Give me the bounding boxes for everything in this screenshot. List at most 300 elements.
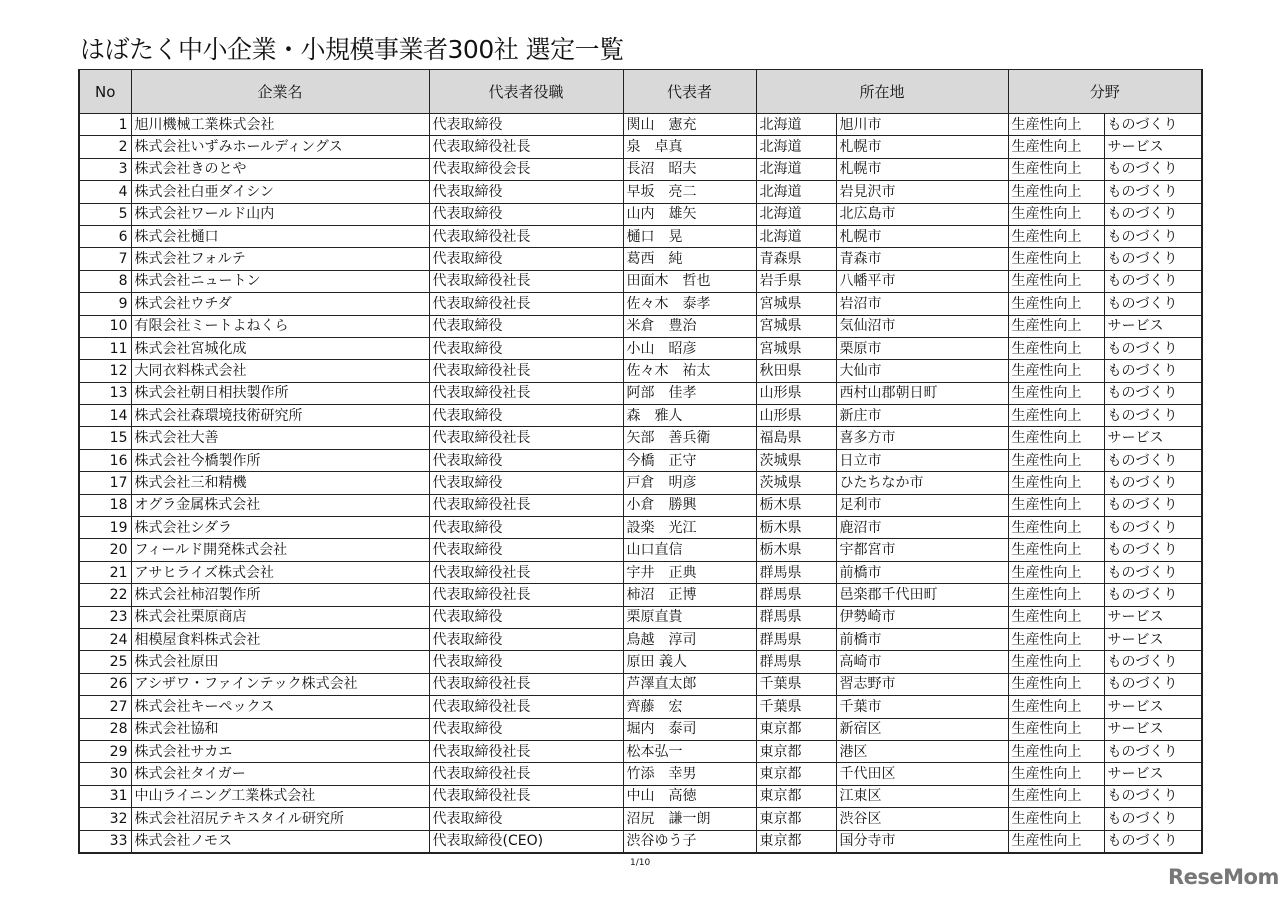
cell-field: 生産性向上 <box>1008 405 1104 427</box>
cell-prefecture: 宮城県 <box>756 315 836 337</box>
cell-prefecture: 栃木県 <box>756 517 836 539</box>
cell-prefecture: 北海道 <box>756 203 836 225</box>
cell-no: 32 <box>79 808 131 830</box>
cell-prefecture: 栃木県 <box>756 494 836 516</box>
cell-no: 1 <box>79 114 131 136</box>
cell-city: 札幌市 <box>836 225 1008 247</box>
cell-company: 株式会社宮城化成 <box>131 337 429 359</box>
cell-representative: 柿沼 正博 <box>623 584 756 606</box>
cell-position: 代表取締役 <box>429 808 623 830</box>
cell-position: 代表取締役社長 <box>429 494 623 516</box>
cell-position: 代表取締役社長 <box>429 270 623 292</box>
table-row <box>79 673 1202 695</box>
cell-category: ものづくり <box>1104 382 1202 404</box>
cell-position: 代表取締役 <box>429 539 623 561</box>
cell-field: 生産性向上 <box>1008 561 1104 583</box>
cell-field: 生産性向上 <box>1008 114 1104 136</box>
cell-company: 株式会社ニュートン <box>131 270 429 292</box>
cell-position: 代表取締役 <box>429 517 623 539</box>
cell-category: ものづくり <box>1104 472 1202 494</box>
table-row <box>79 696 1202 718</box>
cell-field: 生産性向上 <box>1008 584 1104 606</box>
cell-city: 栗原市 <box>836 337 1008 359</box>
cell-field: 生産性向上 <box>1008 270 1104 292</box>
cell-representative: 関山 憲充 <box>623 114 756 136</box>
cell-representative: 栗原直貴 <box>623 606 756 628</box>
cell-no: 27 <box>79 696 131 718</box>
cell-representative: 渋谷ゆう子 <box>623 830 756 853</box>
cell-representative: 佐々木 祐太 <box>623 360 756 382</box>
cell-no: 23 <box>79 606 131 628</box>
cell-position: 代表取締役 <box>429 606 623 628</box>
cell-representative: 樋口 晃 <box>623 225 756 247</box>
cell-city: 旭川市 <box>836 114 1008 136</box>
cell-position: 代表取締役社長 <box>429 561 623 583</box>
cell-category: ものづくり <box>1104 494 1202 516</box>
header-location: 所在地 <box>756 70 1008 114</box>
cell-company: 株式会社樋口 <box>131 225 429 247</box>
cell-no: 20 <box>79 539 131 561</box>
cell-field: 生産性向上 <box>1008 382 1104 404</box>
table-row <box>79 449 1202 471</box>
cell-company: 株式会社キーペックス <box>131 696 429 718</box>
cell-position: 代表取締役 <box>429 114 623 136</box>
cell-company: 株式会社ノモス <box>131 830 429 853</box>
cell-position: 代表取締役会長 <box>429 158 623 180</box>
cell-city: 習志野市 <box>836 673 1008 695</box>
cell-representative: 小倉 勝興 <box>623 494 756 516</box>
cell-company: 株式会社タイガー <box>131 763 429 785</box>
cell-representative: 田面木 哲也 <box>623 270 756 292</box>
cell-city: 宇都宮市 <box>836 539 1008 561</box>
cell-field: 生産性向上 <box>1008 673 1104 695</box>
table-row <box>79 472 1202 494</box>
cell-category: サービス <box>1104 696 1202 718</box>
cell-prefecture: 群馬県 <box>756 628 836 650</box>
cell-company: 株式会社大善 <box>131 427 429 449</box>
cell-company: 株式会社協和 <box>131 718 429 740</box>
cell-position: 代表取締役 <box>429 181 623 203</box>
cell-city: 日立市 <box>836 449 1008 471</box>
cell-prefecture: 秋田県 <box>756 360 836 382</box>
page-title: はばたく中小企業・小規模事業者300社 選定一覧 <box>80 35 624 64</box>
cell-company: 大同衣料株式会社 <box>131 360 429 382</box>
cell-field: 生産性向上 <box>1008 517 1104 539</box>
cell-category: サービス <box>1104 136 1202 158</box>
company-table <box>78 69 1203 854</box>
cell-company: 中山ライニング工業株式会社 <box>131 785 429 807</box>
cell-position: 代表取締役社長 <box>429 136 623 158</box>
cell-position: 代表取締役社長 <box>429 225 623 247</box>
cell-no: 2 <box>79 136 131 158</box>
cell-no: 15 <box>79 427 131 449</box>
cell-city: 千葉市 <box>836 696 1008 718</box>
cell-prefecture: 東京都 <box>756 785 836 807</box>
table-row <box>79 517 1202 539</box>
cell-company: 株式会社白亜ダイシン <box>131 181 429 203</box>
cell-representative: 原田 義人 <box>623 651 756 673</box>
cell-field: 生産性向上 <box>1008 293 1104 315</box>
cell-prefecture: 宮城県 <box>756 293 836 315</box>
cell-prefecture: 宮城県 <box>756 337 836 359</box>
cell-prefecture: 東京都 <box>756 740 836 762</box>
cell-field: 生産性向上 <box>1008 628 1104 650</box>
cell-category: ものづくり <box>1104 673 1202 695</box>
table-row <box>79 561 1202 583</box>
cell-position: 代表取締役 <box>429 628 623 650</box>
cell-representative: 泉 卓真 <box>623 136 756 158</box>
cell-category: ものづくり <box>1104 114 1202 136</box>
cell-no: 19 <box>79 517 131 539</box>
header-field: 分野 <box>1008 70 1202 114</box>
cell-city: 伊勢崎市 <box>836 606 1008 628</box>
table-row <box>79 360 1202 382</box>
cell-company: オグラ金属株式会社 <box>131 494 429 516</box>
cell-no: 5 <box>79 203 131 225</box>
cell-category: ものづくり <box>1104 337 1202 359</box>
cell-representative: 齊藤 宏 <box>623 696 756 718</box>
table-row <box>79 181 1202 203</box>
cell-representative: 鳥越 淳司 <box>623 628 756 650</box>
cell-category: ものづくり <box>1104 517 1202 539</box>
cell-position: 代表取締役社長 <box>429 696 623 718</box>
cell-no: 12 <box>79 360 131 382</box>
cell-field: 生産性向上 <box>1008 449 1104 471</box>
cell-city: 江東区 <box>836 785 1008 807</box>
cell-field: 生産性向上 <box>1008 225 1104 247</box>
table-row <box>79 405 1202 427</box>
table-row <box>79 248 1202 270</box>
cell-position: 代表取締役 <box>429 449 623 471</box>
cell-prefecture: 東京都 <box>756 763 836 785</box>
cell-field: 生産性向上 <box>1008 248 1104 270</box>
cell-representative: 今橋 正守 <box>623 449 756 471</box>
cell-city: 大仙市 <box>836 360 1008 382</box>
cell-representative: 葛西 純 <box>623 248 756 270</box>
cell-company: 株式会社森環境技術研究所 <box>131 405 429 427</box>
cell-city: 前橋市 <box>836 628 1008 650</box>
cell-representative: 小山 昭彦 <box>623 337 756 359</box>
cell-position: 代表取締役社長 <box>429 785 623 807</box>
cell-city: 高崎市 <box>836 651 1008 673</box>
cell-city: 千代田区 <box>836 763 1008 785</box>
page-number: 1/10 <box>630 858 651 868</box>
cell-field: 生産性向上 <box>1008 651 1104 673</box>
header-representative: 代表者 <box>623 70 756 114</box>
cell-category: ものづくり <box>1104 584 1202 606</box>
table-row <box>79 114 1202 136</box>
cell-category: ものづくり <box>1104 830 1202 853</box>
cell-no: 22 <box>79 584 131 606</box>
table-row <box>79 718 1202 740</box>
cell-position: 代表取締役社長 <box>429 360 623 382</box>
cell-position: 代表取締役 <box>429 315 623 337</box>
cell-position: 代表取締役 <box>429 651 623 673</box>
cell-city: 国分寺市 <box>836 830 1008 853</box>
cell-field: 生産性向上 <box>1008 740 1104 762</box>
cell-category: ものづくり <box>1104 270 1202 292</box>
cell-no: 18 <box>79 494 131 516</box>
cell-position: 代表取締役社長 <box>429 293 623 315</box>
cell-representative: 設楽 光江 <box>623 517 756 539</box>
cell-field: 生産性向上 <box>1008 696 1104 718</box>
cell-representative: 長沼 昭夫 <box>623 158 756 180</box>
cell-company: 株式会社三和精機 <box>131 472 429 494</box>
cell-city: 足利市 <box>836 494 1008 516</box>
cell-prefecture: 東京都 <box>756 830 836 853</box>
cell-category: サービス <box>1104 427 1202 449</box>
cell-city: 西村山郡朝日町 <box>836 382 1008 404</box>
cell-no: 33 <box>79 830 131 853</box>
cell-no: 8 <box>79 270 131 292</box>
table-row <box>79 270 1202 292</box>
cell-position: 代表取締役社長 <box>429 382 623 404</box>
cell-no: 16 <box>79 449 131 471</box>
cell-category: サービス <box>1104 606 1202 628</box>
cell-prefecture: 北海道 <box>756 114 836 136</box>
cell-prefecture: 岩手県 <box>756 270 836 292</box>
cell-representative: 佐々木 泰孝 <box>623 293 756 315</box>
cell-representative: 沼尻 謙一朗 <box>623 808 756 830</box>
cell-representative: 阿部 佳孝 <box>623 382 756 404</box>
cell-category: ものづくり <box>1104 158 1202 180</box>
cell-position: 代表取締役社長 <box>429 673 623 695</box>
cell-category: ものづくり <box>1104 740 1202 762</box>
cell-field: 生産性向上 <box>1008 606 1104 628</box>
table-row <box>79 606 1202 628</box>
cell-company: 株式会社きのとや <box>131 158 429 180</box>
cell-prefecture: 茨城県 <box>756 449 836 471</box>
cell-category: サービス <box>1104 628 1202 650</box>
cell-position: 代表取締役 <box>429 203 623 225</box>
cell-company: 株式会社原田 <box>131 651 429 673</box>
cell-representative: 矢部 善兵衛 <box>623 427 756 449</box>
cell-no: 29 <box>79 740 131 762</box>
cell-company: アサヒライズ株式会社 <box>131 561 429 583</box>
header-no: No <box>79 70 131 114</box>
table-row <box>79 382 1202 404</box>
cell-representative: 宇井 正典 <box>623 561 756 583</box>
cell-category: ものづくり <box>1104 561 1202 583</box>
cell-company: 株式会社朝日相扶製作所 <box>131 382 429 404</box>
cell-prefecture: 東京都 <box>756 808 836 830</box>
cell-city: 鹿沼市 <box>836 517 1008 539</box>
cell-no: 4 <box>79 181 131 203</box>
cell-field: 生産性向上 <box>1008 718 1104 740</box>
cell-category: ものづくり <box>1104 808 1202 830</box>
cell-no: 17 <box>79 472 131 494</box>
cell-prefecture: 北海道 <box>756 136 836 158</box>
cell-category: ものづくり <box>1104 203 1202 225</box>
cell-position: 代表取締役 <box>429 248 623 270</box>
cell-representative: 森 雅人 <box>623 405 756 427</box>
cell-prefecture: 千葉県 <box>756 673 836 695</box>
table-row <box>79 740 1202 762</box>
cell-position: 代表取締役 <box>429 718 623 740</box>
cell-city: 岩沼市 <box>836 293 1008 315</box>
cell-category: ものづくり <box>1104 181 1202 203</box>
header-company: 企業名 <box>131 70 429 114</box>
cell-position: 代表取締役社長 <box>429 740 623 762</box>
cell-prefecture: 群馬県 <box>756 561 836 583</box>
cell-city: 新庄市 <box>836 405 1008 427</box>
cell-position: 代表取締役(CEO) <box>429 830 623 853</box>
cell-prefecture: 山形県 <box>756 382 836 404</box>
cell-city: ひたちなか市 <box>836 472 1008 494</box>
cell-field: 生産性向上 <box>1008 315 1104 337</box>
cell-city: 前橋市 <box>836 561 1008 583</box>
cell-field: 生産性向上 <box>1008 539 1104 561</box>
cell-field: 生産性向上 <box>1008 472 1104 494</box>
cell-field: 生産性向上 <box>1008 158 1104 180</box>
table-row <box>79 427 1202 449</box>
cell-category: ものづくり <box>1104 360 1202 382</box>
table-row <box>79 337 1202 359</box>
cell-no: 9 <box>79 293 131 315</box>
cell-no: 11 <box>79 337 131 359</box>
cell-category: ものづくり <box>1104 248 1202 270</box>
cell-no: 26 <box>79 673 131 695</box>
cell-prefecture: 青森県 <box>756 248 836 270</box>
resemom-logo: ReseMom <box>1168 865 1279 889</box>
cell-category: ものづくり <box>1104 539 1202 561</box>
cell-field: 生産性向上 <box>1008 830 1104 853</box>
cell-company: 株式会社フォルテ <box>131 248 429 270</box>
cell-category: サービス <box>1104 315 1202 337</box>
cell-prefecture: 北海道 <box>756 225 836 247</box>
cell-prefecture: 北海道 <box>756 158 836 180</box>
cell-representative: 松本弘一 <box>623 740 756 762</box>
cell-field: 生産性向上 <box>1008 785 1104 807</box>
cell-company: 相模屋食料株式会社 <box>131 628 429 650</box>
cell-representative: 早坂 亮二 <box>623 181 756 203</box>
cell-company: 株式会社柿沼製作所 <box>131 584 429 606</box>
cell-no: 28 <box>79 718 131 740</box>
cell-representative: 堀内 泰司 <box>623 718 756 740</box>
cell-field: 生産性向上 <box>1008 808 1104 830</box>
cell-no: 25 <box>79 651 131 673</box>
cell-prefecture: 山形県 <box>756 405 836 427</box>
cell-position: 代表取締役 <box>429 405 623 427</box>
cell-field: 生産性向上 <box>1008 360 1104 382</box>
cell-category: ものづくり <box>1104 225 1202 247</box>
table-row <box>79 808 1202 830</box>
cell-category: ものづくり <box>1104 405 1202 427</box>
cell-prefecture: 群馬県 <box>756 606 836 628</box>
table-row <box>79 315 1202 337</box>
cell-city: 新宿区 <box>836 718 1008 740</box>
table-row <box>79 763 1202 785</box>
cell-no: 14 <box>79 405 131 427</box>
cell-prefecture: 東京都 <box>756 718 836 740</box>
cell-category: ものづくり <box>1104 651 1202 673</box>
cell-field: 生産性向上 <box>1008 136 1104 158</box>
table-row <box>79 494 1202 516</box>
cell-company: フィールド開発株式会社 <box>131 539 429 561</box>
cell-company: 株式会社ワールド山内 <box>131 203 429 225</box>
cell-position: 代表取締役社長 <box>429 427 623 449</box>
cell-city: 八幡平市 <box>836 270 1008 292</box>
cell-prefecture: 群馬県 <box>756 584 836 606</box>
cell-no: 30 <box>79 763 131 785</box>
cell-field: 生産性向上 <box>1008 763 1104 785</box>
table-row <box>79 539 1202 561</box>
cell-company: 株式会社沼尻テキスタイル研究所 <box>131 808 429 830</box>
table-row <box>79 651 1202 673</box>
table-header-row <box>79 70 1202 114</box>
cell-company: 株式会社ウチダ <box>131 293 429 315</box>
table-row <box>79 225 1202 247</box>
cell-field: 生産性向上 <box>1008 337 1104 359</box>
table-row <box>79 628 1202 650</box>
cell-city: 青森市 <box>836 248 1008 270</box>
cell-no: 21 <box>79 561 131 583</box>
cell-representative: 山口直信 <box>623 539 756 561</box>
cell-city: 邑楽郡千代田町 <box>836 584 1008 606</box>
cell-no: 7 <box>79 248 131 270</box>
cell-prefecture: 栃木県 <box>756 539 836 561</box>
cell-no: 3 <box>79 158 131 180</box>
cell-city: 喜多方市 <box>836 427 1008 449</box>
cell-city: 北広島市 <box>836 203 1008 225</box>
cell-category: ものづくり <box>1104 293 1202 315</box>
cell-prefecture: 茨城県 <box>756 472 836 494</box>
cell-city: 札幌市 <box>836 158 1008 180</box>
cell-representative: 米倉 豊治 <box>623 315 756 337</box>
header-position: 代表者役職 <box>429 70 623 114</box>
cell-representative: 芦澤直太郎 <box>623 673 756 695</box>
cell-category: ものづくり <box>1104 449 1202 471</box>
cell-no: 31 <box>79 785 131 807</box>
cell-no: 24 <box>79 628 131 650</box>
cell-field: 生産性向上 <box>1008 203 1104 225</box>
cell-city: 渋谷区 <box>836 808 1008 830</box>
table-row <box>79 830 1202 853</box>
table-row <box>79 203 1202 225</box>
cell-position: 代表取締役 <box>429 337 623 359</box>
cell-prefecture: 北海道 <box>756 181 836 203</box>
cell-city: 岩見沢市 <box>836 181 1008 203</box>
cell-field: 生産性向上 <box>1008 494 1104 516</box>
cell-company: 株式会社シダラ <box>131 517 429 539</box>
cell-field: 生産性向上 <box>1008 427 1104 449</box>
cell-representative: 中山 高徳 <box>623 785 756 807</box>
cell-company: 株式会社いずみホールディングス <box>131 136 429 158</box>
cell-prefecture: 群馬県 <box>756 651 836 673</box>
cell-company: 株式会社今橋製作所 <box>131 449 429 471</box>
cell-position: 代表取締役社長 <box>429 584 623 606</box>
cell-representative: 竹添 幸男 <box>623 763 756 785</box>
cell-representative: 山内 雄矢 <box>623 203 756 225</box>
cell-city: 気仙沼市 <box>836 315 1008 337</box>
cell-no: 6 <box>79 225 131 247</box>
cell-company: アシザワ・ファインテック株式会社 <box>131 673 429 695</box>
table-row <box>79 293 1202 315</box>
table-row <box>79 136 1202 158</box>
cell-category: ものづくり <box>1104 785 1202 807</box>
cell-category: サービス <box>1104 763 1202 785</box>
table-row <box>79 584 1202 606</box>
cell-category: サービス <box>1104 718 1202 740</box>
cell-company: 株式会社栗原商店 <box>131 606 429 628</box>
cell-position: 代表取締役社長 <box>429 763 623 785</box>
table-row <box>79 785 1202 807</box>
table-row <box>79 158 1202 180</box>
cell-representative: 戸倉 明彦 <box>623 472 756 494</box>
cell-company: 旭川機械工業株式会社 <box>131 114 429 136</box>
cell-field: 生産性向上 <box>1008 181 1104 203</box>
cell-company: 有限会社ミートよねくら <box>131 315 429 337</box>
